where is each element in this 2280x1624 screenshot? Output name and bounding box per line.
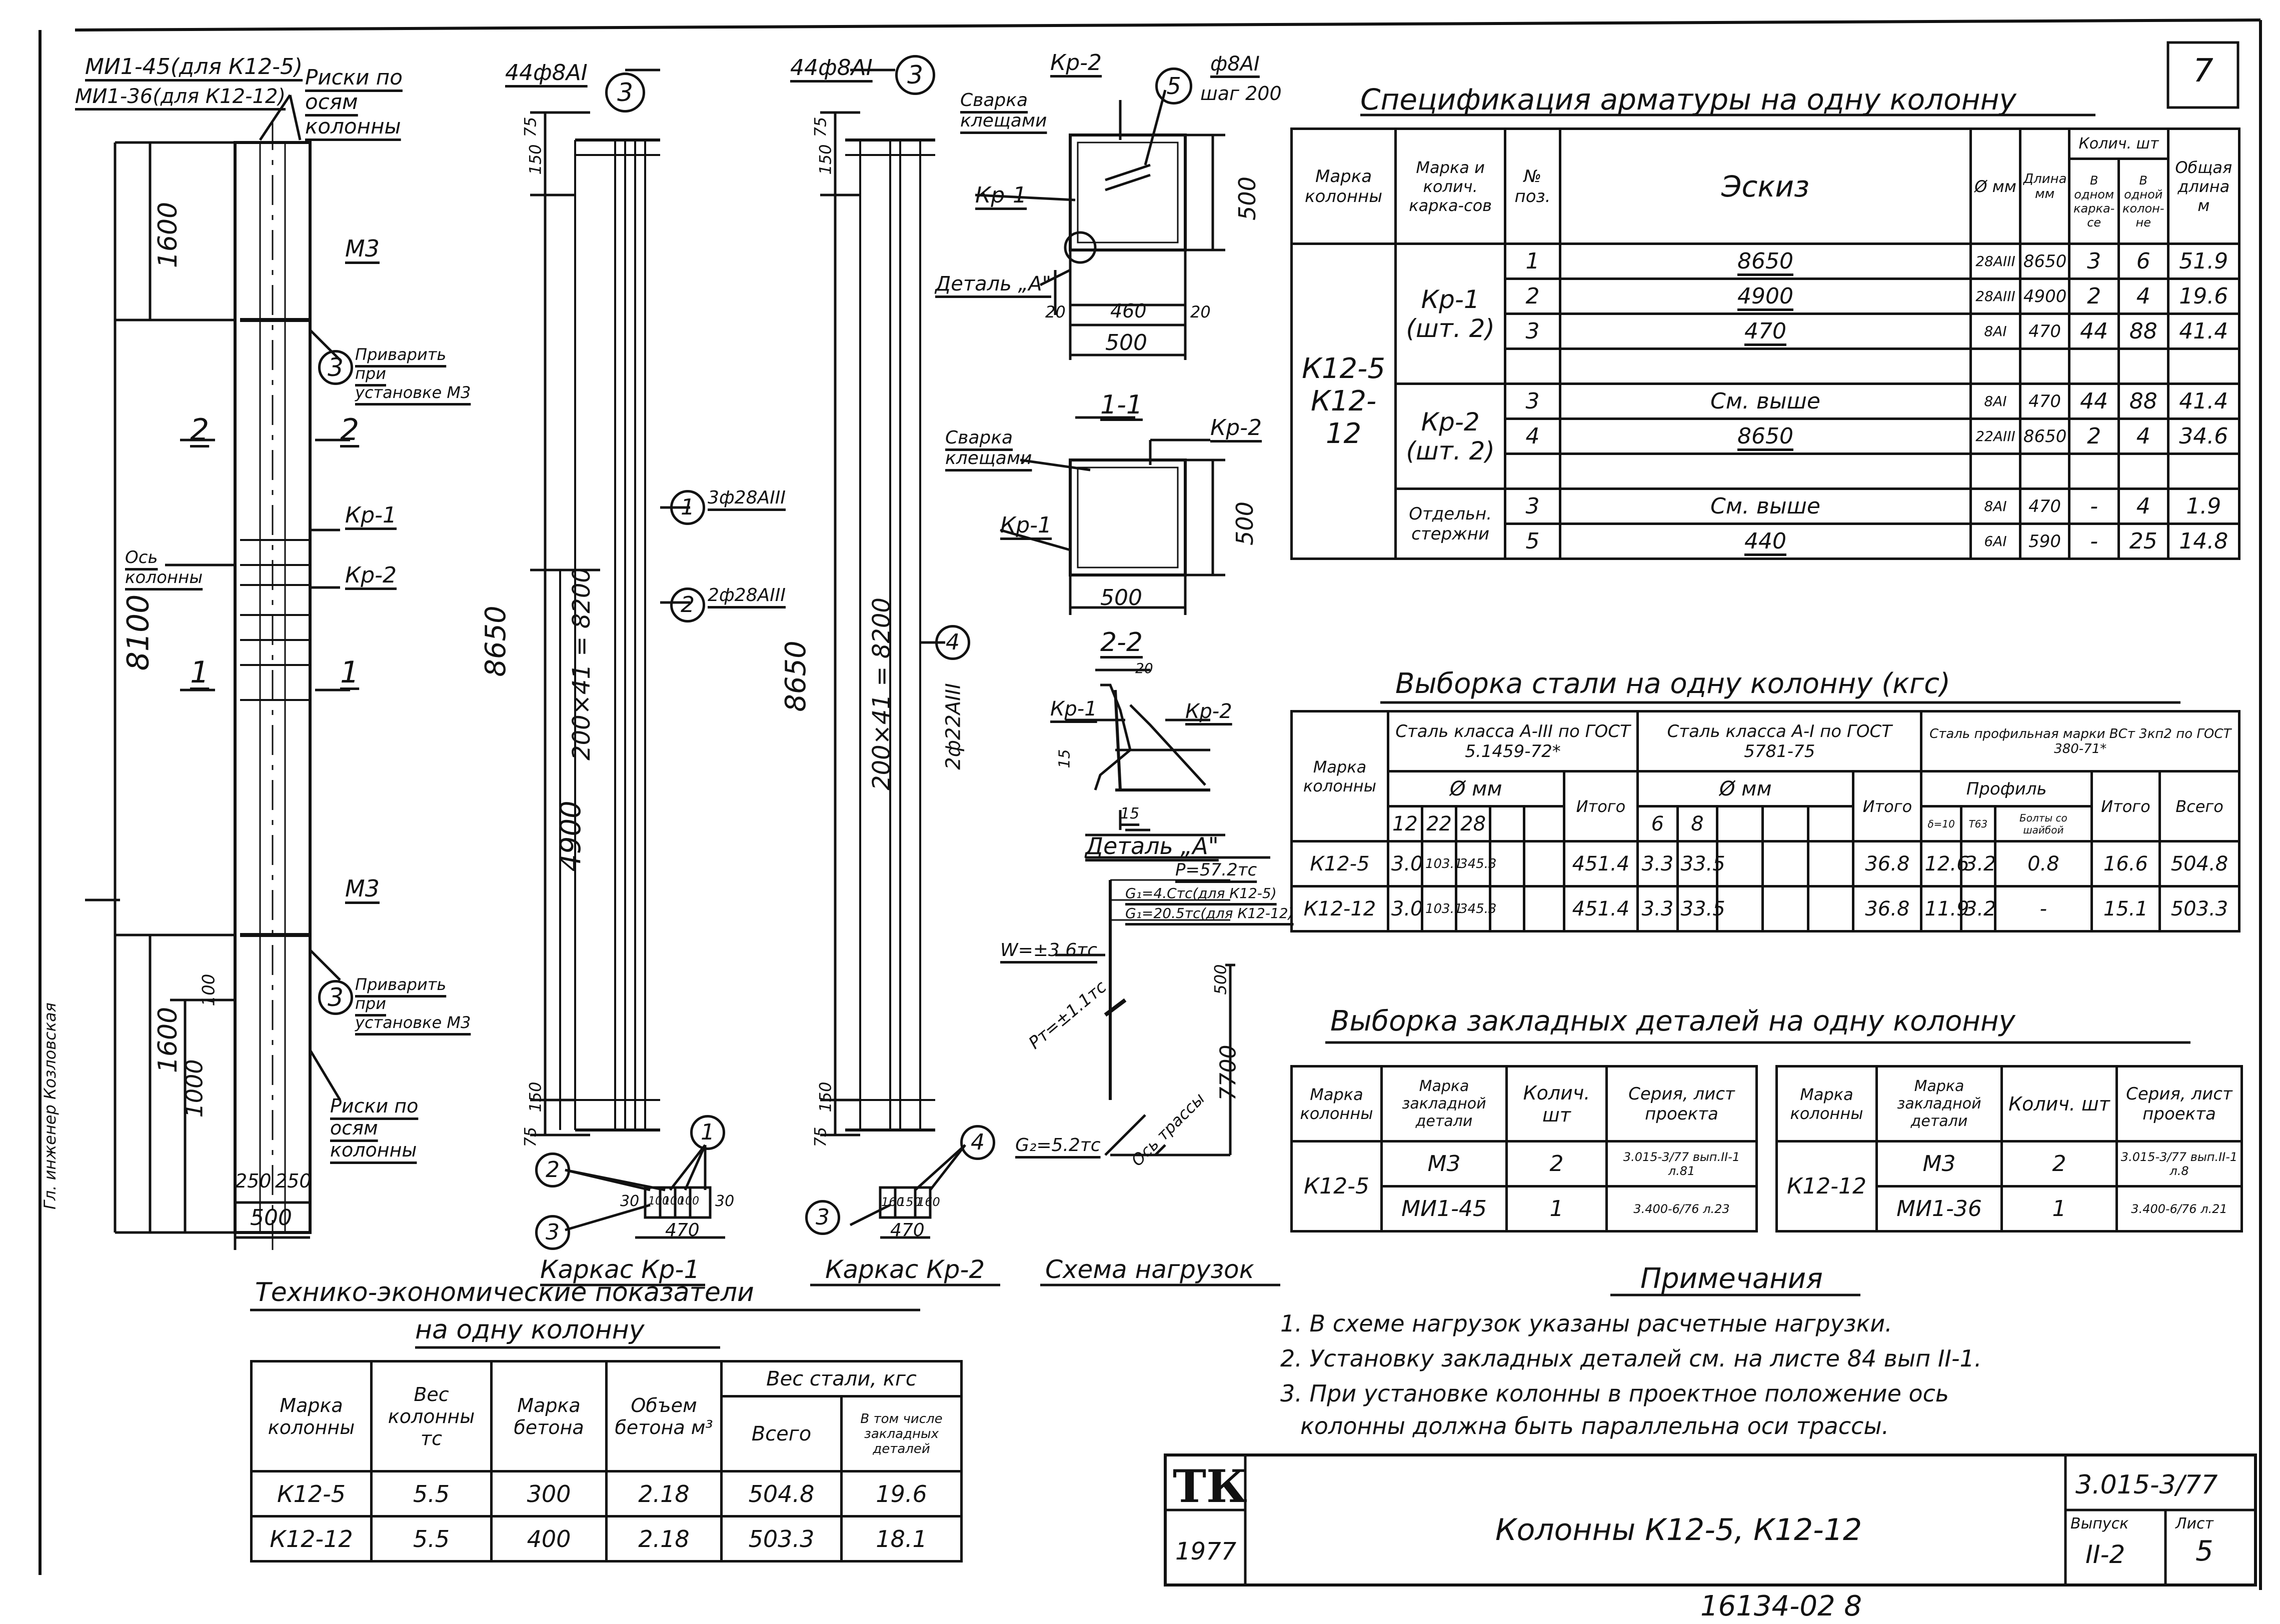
sec22-kr2-label: Кр-2	[1185, 700, 1232, 723]
spec-r4-total: 34.6	[2168, 419, 2239, 454]
kr1-bottom-callout-2: 2	[535, 1152, 570, 1188]
steel-row-k12-5	[1292, 842, 2239, 886]
section-1-right: 1	[340, 655, 360, 690]
embed-title: Выборка закладных деталей на одну колонну	[1330, 1005, 2015, 1038]
kr2-bottom-470: 470	[890, 1220, 925, 1240]
spec-r0-col: 6	[2118, 244, 2168, 279]
issue-label: Выпуск	[2070, 1515, 2129, 1532]
embed-l-r1-qty: 1	[1507, 1186, 1607, 1232]
kr1-bottom-callout-3: 3	[535, 1215, 570, 1250]
kr2-dim-spacing: 200×41 = 8200	[867, 598, 896, 790]
axis-label: Ось колонны	[125, 548, 203, 588]
steel-cell: 103.1	[1422, 842, 1456, 886]
kr2-dim-75-bottom: 75	[811, 1126, 830, 1148]
tep-h-steel: Вес стали, кгс	[722, 1362, 962, 1396]
steel-cell: 3.3	[1638, 886, 1677, 932]
spec-r3-len: 470	[2020, 384, 2069, 419]
spec-r1-diam: 28АIII	[1971, 279, 2020, 314]
spec-r5-pos: 3	[1505, 489, 1560, 524]
embed-table-right	[1775, 1065, 2243, 1232]
sec-weld-label: Сварка клещами	[960, 90, 1047, 131]
kr1-title: Каркас Кр-1	[540, 1255, 700, 1284]
spec-r4-col: 4	[2118, 419, 2168, 454]
kr1-bottom-d2: 100	[663, 1195, 684, 1208]
sec-dim-20-left: 20	[1045, 302, 1066, 322]
tep-cell: 5.5	[372, 1472, 492, 1516]
spec-r3-pos: 3	[1505, 384, 1560, 419]
spec-r6-col: 25	[2118, 524, 2168, 559]
kr1-dim-8650: 8650	[479, 606, 512, 677]
embed-l-mark: К12-5	[1292, 1142, 1382, 1232]
spec-h-mark: Марка колонны	[1292, 129, 1396, 244]
m3-top-label: М3	[345, 235, 380, 262]
load-g2: G₂=5.2тс	[1015, 1135, 1101, 1156]
section-1-left: 1	[190, 655, 210, 690]
spec-r0-diam: 28АIII	[1971, 244, 2020, 279]
sheet-title: Колонны К12-5, К12-12	[1495, 1512, 1862, 1548]
spec-h-qty: Колич. шт	[2069, 129, 2168, 159]
steel-cell: 3.2	[1961, 886, 1995, 932]
steel-h-delta10: δ=10	[1921, 806, 1961, 842]
steel-cell: 345.3	[1456, 842, 1490, 886]
spec-r1-len: 4900	[2020, 279, 2069, 314]
embed-l-h-qty: Колич. шт	[1507, 1066, 1607, 1142]
spec-r6-cage: -	[2069, 524, 2119, 559]
mark-mi1-36: МИ1-36(для К12-12)	[75, 85, 286, 108]
embed-l-r0-detail: М3	[1382, 1142, 1507, 1186]
kr1-bottom-callout-1: 1	[690, 1115, 725, 1150]
kr1-dim-150-bottom: 150	[526, 1082, 545, 1112]
kr1-rebar-2: 2ф28АIII	[708, 585, 786, 606]
m3-bottom-label: М3	[345, 875, 380, 902]
spec-h-cage: Марка и колич. карка-сов	[1396, 129, 1505, 244]
spec-h-diam: Ø мм	[1971, 129, 2020, 244]
tep-table	[250, 1360, 963, 1562]
sec11-kr2-label: Кр-2	[1210, 415, 1262, 440]
archive-stamp: 16134-02 8	[1700, 1590, 1862, 1622]
tep-title: Технико-экономические показатели	[255, 1278, 754, 1308]
tep-cell: 504.8	[722, 1472, 842, 1516]
steel-h-8: 8	[1677, 806, 1717, 842]
kr2-dim-150-top: 150	[816, 144, 835, 175]
spec-r3-sketch: См. выше	[1560, 384, 1971, 419]
spec-r1-total: 19.6	[2168, 279, 2239, 314]
dim-500-column: 500	[250, 1205, 292, 1230]
spec-table	[1290, 128, 2240, 560]
steel-cell: -	[1995, 886, 2091, 932]
tep-cell: 18.1	[842, 1516, 962, 1562]
kr2-dim-75-top: 75	[811, 116, 830, 138]
spec-r4-diam: 22АIII	[1971, 419, 2020, 454]
kr1-dim-75-bottom: 75	[521, 1126, 540, 1148]
spec-r6-diam: 6АI	[1971, 524, 2020, 559]
spec-h-pos: № поз.	[1505, 129, 1560, 244]
weld-note-bottom: Приварить при установке М3	[355, 975, 471, 1032]
kr1-dim-75-top: 75	[521, 116, 540, 138]
spec-r2-cage: 44	[2069, 314, 2119, 349]
tep-h-weight: Вес колонны тс	[372, 1362, 492, 1472]
kr2-callout-3: 3	[895, 55, 935, 95]
spec-r3-cage: 44	[2069, 384, 2119, 419]
spec-h-total: Общая длина м	[2168, 129, 2239, 244]
steel-h-mark: Марка колонны	[1292, 712, 1388, 842]
steel-cell: 3.2	[1961, 842, 1995, 886]
steel-h-dmm-a3: Ø мм	[1388, 772, 1564, 806]
spec-r2-col: 88	[2118, 314, 2168, 349]
note-2: 2. Установку закладных деталей см. на листе 84 вып II-1.	[1280, 1345, 1982, 1372]
kr1-dim-150-top: 150	[526, 144, 545, 175]
spec-r0-len: 8650	[2020, 244, 2069, 279]
sec11-kr1-label: Кр-1	[1000, 512, 1052, 538]
steel-h-prof: Сталь профильная марки ВСт 3кп2 по ГОСТ 380-71*	[1921, 712, 2239, 772]
risks-label: Риски по осям колонны	[305, 65, 403, 138]
spec-r0-pos: 1	[1505, 244, 1560, 279]
sec-dim-500-v: 500	[1233, 176, 1261, 220]
steel-cell: 16.6	[2091, 842, 2159, 886]
steel-h-total-a1: Итого	[1853, 772, 1921, 842]
spec-h-per-cage: В одном карка-се	[2069, 159, 2119, 244]
tep-h-concrete: Марка бетона	[492, 1362, 607, 1472]
dim-1600-bottom: 1600	[153, 1006, 184, 1074]
tep-h-volume: Объем бетона м³	[607, 1362, 722, 1472]
spec-r2-sketch: 470	[1560, 314, 1971, 349]
load-pt: Рт=±1.1тс	[1025, 976, 1111, 1054]
spec-r1-pos: 2	[1505, 279, 1560, 314]
sec-dim-500-h: 500	[1105, 330, 1147, 356]
embed-r-r1-series: 3.400-6/76 л.21	[2117, 1186, 2242, 1232]
tep-cell: 2.18	[607, 1516, 722, 1562]
kr2-label: Кр-2	[345, 562, 397, 588]
issue-value: II-2	[2085, 1540, 2125, 1569]
steel-h-12: 12	[1388, 806, 1422, 842]
kr1-dim-4900: 4900	[554, 800, 587, 872]
kr1-label: Кр-1	[345, 502, 397, 528]
spec-r2-len: 470	[2020, 314, 2069, 349]
steel-cell: 3.0	[1388, 842, 1422, 886]
sec22-dim-15a: 15	[1056, 749, 1074, 768]
section-1-1-title: 1-1	[1100, 390, 1143, 420]
spec-r4-len: 8650	[2020, 419, 2069, 454]
spec-r1-sketch: 4900	[1560, 279, 1971, 314]
dim-1000: 1000	[181, 1059, 208, 1118]
steel-h-28: 28	[1456, 806, 1490, 842]
load-dim-500: 500	[1211, 964, 1230, 995]
sec-dim-20-right: 20	[1190, 302, 1211, 322]
embed-r-h-mark: Марка колонны	[1777, 1066, 1877, 1142]
steel-h-t63: Т63	[1961, 806, 1995, 842]
kr2-bottom-callout-3: 3	[805, 1200, 840, 1235]
kr1-callout-2: 2	[670, 588, 705, 622]
spec-r3-total: 41.4	[2168, 384, 2239, 419]
embed-r-h-series: Серия, лист проекта	[2117, 1066, 2242, 1142]
steel-table	[1290, 710, 2240, 932]
sec22-dim-15b: 15	[1120, 805, 1140, 822]
kr1-bottom-d1: 100	[648, 1195, 669, 1208]
tep-cell: 2.18	[607, 1472, 722, 1516]
embed-l-h-series: Серия, лист проекта	[1607, 1066, 1757, 1142]
embed-l-r0-series: 3.015-3/77 вып.II-1 л.81	[1607, 1142, 1757, 1186]
spec-r6-pos: 5	[1505, 524, 1560, 559]
kr1-dim-spacing: 200×41 = 8200	[567, 568, 596, 760]
spec-r6-total: 14.8	[2168, 524, 2239, 559]
kr2-dim-8650: 8650	[779, 640, 812, 712]
spec-r6-len: 590	[2020, 524, 2069, 559]
kr2-dim-150-bottom: 150	[816, 1082, 835, 1112]
callout-3-top: 3	[318, 350, 353, 385]
sec11-weld-label: Сварка клещами	[945, 428, 1032, 468]
sec-callout-5: 5	[1155, 68, 1192, 104]
embed-r-r0-qty: 2	[2002, 1142, 2117, 1186]
embed-table-left	[1290, 1065, 1758, 1232]
embed-r-r0-detail: М3	[1877, 1142, 2002, 1186]
tep-cell: К12-5	[252, 1472, 372, 1516]
load-title: Схема нагрузок	[1045, 1255, 1254, 1284]
embed-r-h-detail: Марка закладной детали	[1877, 1066, 2002, 1142]
steel-cell: 36.8	[1853, 886, 1921, 932]
steel-cell: 33.5	[1677, 886, 1717, 932]
steel-h-dmm-a1: Ø мм	[1638, 772, 1853, 806]
steel-cell: 103.1	[1422, 886, 1456, 932]
spec-group-kr1: Кр-1 (шт. 2)	[1396, 244, 1505, 384]
dim-1600-top: 1600	[153, 202, 184, 268]
steel-cell: К12-5	[1292, 842, 1388, 886]
mark-mi1-45: МИ1-45(для К12-5)	[85, 54, 303, 80]
steel-h-6: 6	[1638, 806, 1677, 842]
note-3-cont: колонны должна быть параллельна оси трассы.	[1300, 1412, 1889, 1440]
sheet-code: 3.015-3/77	[2075, 1470, 2218, 1500]
steel-cell: 33.5	[1677, 842, 1717, 886]
kr2-callout-4: 4	[935, 625, 970, 660]
embed-r-r1-qty: 1	[2002, 1186, 2117, 1232]
load-dim-7700: 7700	[1215, 1044, 1241, 1101]
kr1-bottom-30a: 30	[620, 1192, 640, 1210]
tep-row-k12-5	[252, 1472, 962, 1516]
risks-bottom-label: Риски по осям колонны	[330, 1095, 419, 1161]
spec-r1-col: 4	[2118, 279, 2168, 314]
dim-100: 100	[199, 974, 219, 1006]
spec-r2-pos: 3	[1505, 314, 1560, 349]
sec11-dim-500-v: 500	[1231, 502, 1258, 546]
steel-cell: 503.3	[2160, 886, 2239, 932]
steel-title: Выборка стали на одну колонну (кгс)	[1395, 668, 1950, 700]
kr2-top-rebar: 44ф8АI	[790, 55, 873, 80]
section-2-2-title: 2-2	[1100, 628, 1143, 658]
spec-h-length: Длина мм	[2020, 129, 2069, 244]
embed-r-mark: К12-12	[1777, 1142, 1877, 1232]
steel-cell: 3.3	[1638, 842, 1677, 886]
steel-cell: 451.4	[1564, 886, 1638, 932]
steel-h-a3: Сталь класса А-III по ГОСТ 5.1459-72*	[1388, 712, 1637, 772]
load-g1-k12-12: G₁=20.5тс(для К12-12)	[1125, 905, 1294, 922]
kr2-bottom-150: 150	[898, 1195, 921, 1209]
tep-h-embed: В том числе закладных деталей	[842, 1396, 962, 1472]
steel-cell: 3.0	[1388, 886, 1422, 932]
spec-r2-total: 41.4	[2168, 314, 2239, 349]
embed-l-h-detail: Марка закладной детали	[1382, 1066, 1507, 1142]
embed-r-r1-detail: МИ1-36	[1877, 1186, 2002, 1232]
spec-h-sketch: Эскиз	[1560, 129, 1971, 244]
kr2-title: Каркас Кр-2	[825, 1255, 985, 1284]
kr2-bottom-160a: 160	[881, 1195, 904, 1209]
steel-cell: 12.6	[1921, 842, 1961, 886]
spec-r1-cage: 2	[2069, 279, 2119, 314]
sec11-dim-500-h: 500	[1100, 585, 1142, 610]
load-w: W=±3.6тс	[1000, 940, 1097, 960]
kr1-bottom-30b: 30	[715, 1192, 735, 1210]
kr1-rebar-1: 3ф28АIII	[708, 488, 786, 508]
spec-r0-cage: 3	[2069, 244, 2119, 279]
tep-row-k12-12	[252, 1516, 962, 1562]
year: 1977	[1175, 1538, 1237, 1566]
steel-cell: 345.3	[1456, 886, 1490, 932]
kr1-bottom-d3: 100	[678, 1195, 699, 1208]
steel-h-grand: Всего	[2160, 772, 2239, 842]
tk-logo: ТК	[1173, 1460, 1247, 1513]
spec-r4-pos: 4	[1505, 419, 1560, 454]
spec-r3-col: 88	[2118, 384, 2168, 419]
sec22-kr1-label: Кр-1	[1050, 698, 1097, 720]
spec-r4-sketch: 8650	[1560, 419, 1971, 454]
notes-title: Примечания	[1640, 1262, 1823, 1295]
spec-h-per-column: В одной колон-не	[2118, 159, 2168, 244]
tep-cell: 300	[492, 1472, 607, 1516]
side-signature: Гл. инженер Козловская	[41, 1002, 60, 1210]
tep-cell: 400	[492, 1516, 607, 1562]
steel-cell: 0.8	[1995, 842, 2091, 886]
weld-note-top: Приварить при установке М3	[355, 345, 471, 402]
steel-h-profile: Профиль	[1921, 772, 2091, 806]
sec-kr2-label: Кр-2	[1050, 50, 1102, 76]
embed-l-h-mark: Марка колонны	[1292, 1066, 1382, 1142]
spec-col-mark: К12-5 К12-12	[1292, 244, 1396, 559]
note-3: 3. При установке колонны в проектное положение ось	[1280, 1380, 1949, 1407]
sec-rebar-8ai: ф8АI	[1210, 52, 1260, 76]
callout-3-bottom: 3	[318, 980, 353, 1015]
spec-r0-total: 51.9	[2168, 244, 2239, 279]
tep-cell: 503.3	[722, 1516, 842, 1562]
steel-cell: 504.8	[2160, 842, 2239, 886]
spec-r6-sketch: 440	[1560, 524, 1971, 559]
embed-r-r0-series: 3.015-3/77 вып.II-1 л.8	[2117, 1142, 2242, 1186]
spec-r5-cage: -	[2069, 489, 2119, 524]
load-g1-k12-5: G₁=4.Стс(для К12-5)	[1125, 885, 1277, 902]
spec-group-separate: Отдельн. стержни	[1396, 489, 1505, 559]
tep-cell: 19.6	[842, 1472, 962, 1516]
dim-250-right: 250	[275, 1170, 312, 1192]
spec-group-kr2: Кр-2 (шт. 2)	[1396, 384, 1505, 489]
embed-l-r1-series: 3.400-6/76 л.23	[1607, 1186, 1757, 1232]
detail-a-title: Деталь „А"	[1085, 832, 1219, 860]
dim-8100: 8100	[121, 594, 156, 671]
steel-h-a1: Сталь класса А-I по ГОСТ 5781-75	[1638, 712, 1921, 772]
spec-r5-len: 470	[2020, 489, 2069, 524]
spec-r0-sketch: 8650	[1560, 244, 1971, 279]
steel-h-total-prof: Итого	[2091, 772, 2159, 842]
steel-cell: 11.9	[1921, 886, 1961, 932]
spec-r4-cage: 2	[2069, 419, 2119, 454]
steel-h-22: 22	[1422, 806, 1456, 842]
sheet-number: 7	[2193, 52, 2213, 90]
spec-r5-col: 4	[2118, 489, 2168, 524]
load-axis: Ось трассы	[1127, 1089, 1209, 1170]
tep-cell: К12-12	[252, 1516, 372, 1562]
spec-r5-diam: 8АI	[1971, 489, 2020, 524]
load-p: Р=57.2тс	[1175, 860, 1257, 880]
sec-kr1-label: Кр-1	[975, 182, 1027, 208]
section-2-right: 2	[340, 412, 360, 448]
kr2-rebar-4: 2ф22АIII	[942, 683, 965, 770]
tep-subtitle: на одну колонну	[415, 1315, 645, 1345]
sheet-label: Лист	[2175, 1515, 2214, 1532]
steel-cell: 451.4	[1564, 842, 1638, 886]
kr1-bottom-470: 470	[665, 1220, 700, 1240]
kr1-callout-1: 1	[670, 490, 705, 525]
steel-cell: К12-12	[1292, 886, 1388, 932]
spec-r5-sketch: См. выше	[1560, 489, 1971, 524]
embed-l-r0-qty: 2	[1507, 1142, 1607, 1186]
spec-title: Спецификация арматуры на одну колонну	[1360, 82, 2016, 116]
tep-h-total: Всего	[722, 1396, 842, 1472]
sec-dim-460: 460	[1110, 300, 1147, 322]
steel-row-k12-12	[1292, 886, 2239, 932]
tep-h-mark: Марка колонны	[252, 1362, 372, 1472]
steel-cell: 15.1	[2091, 886, 2159, 932]
steel-h-total-a3: Итого	[1564, 772, 1638, 842]
spec-r2-diam: 8АI	[1971, 314, 2020, 349]
sec22-dim-20: 20	[1135, 660, 1153, 676]
spec-r3-diam: 8АI	[1971, 384, 2020, 419]
sec-step: шаг 200	[1200, 82, 1282, 104]
steel-cell: 36.8	[1853, 842, 1921, 886]
kr2-bottom-callout-4: 4	[960, 1125, 995, 1160]
kr1-callout-3: 3	[605, 72, 645, 112]
embed-r-h-qty: Колич. шт	[2002, 1066, 2117, 1142]
tep-cell: 5.5	[372, 1516, 492, 1562]
sheet-no: 5	[2195, 1535, 2213, 1568]
spec-r5-total: 1.9	[2168, 489, 2239, 524]
steel-h-bolts: Болты со шайбой	[1995, 806, 2091, 842]
kr2-bottom-160b: 160	[917, 1195, 940, 1209]
sec-detail-a: Деталь „А"	[935, 272, 1052, 296]
note-1: 1. В схеме нагрузок указаны расчетные нагрузки.	[1280, 1310, 1892, 1337]
kr1-top-rebar: 44ф8АI	[505, 60, 588, 86]
embed-l-r1-detail: МИ1-45	[1382, 1186, 1507, 1232]
dim-250-left: 250	[235, 1170, 272, 1192]
section-2-left: 2	[190, 412, 210, 448]
